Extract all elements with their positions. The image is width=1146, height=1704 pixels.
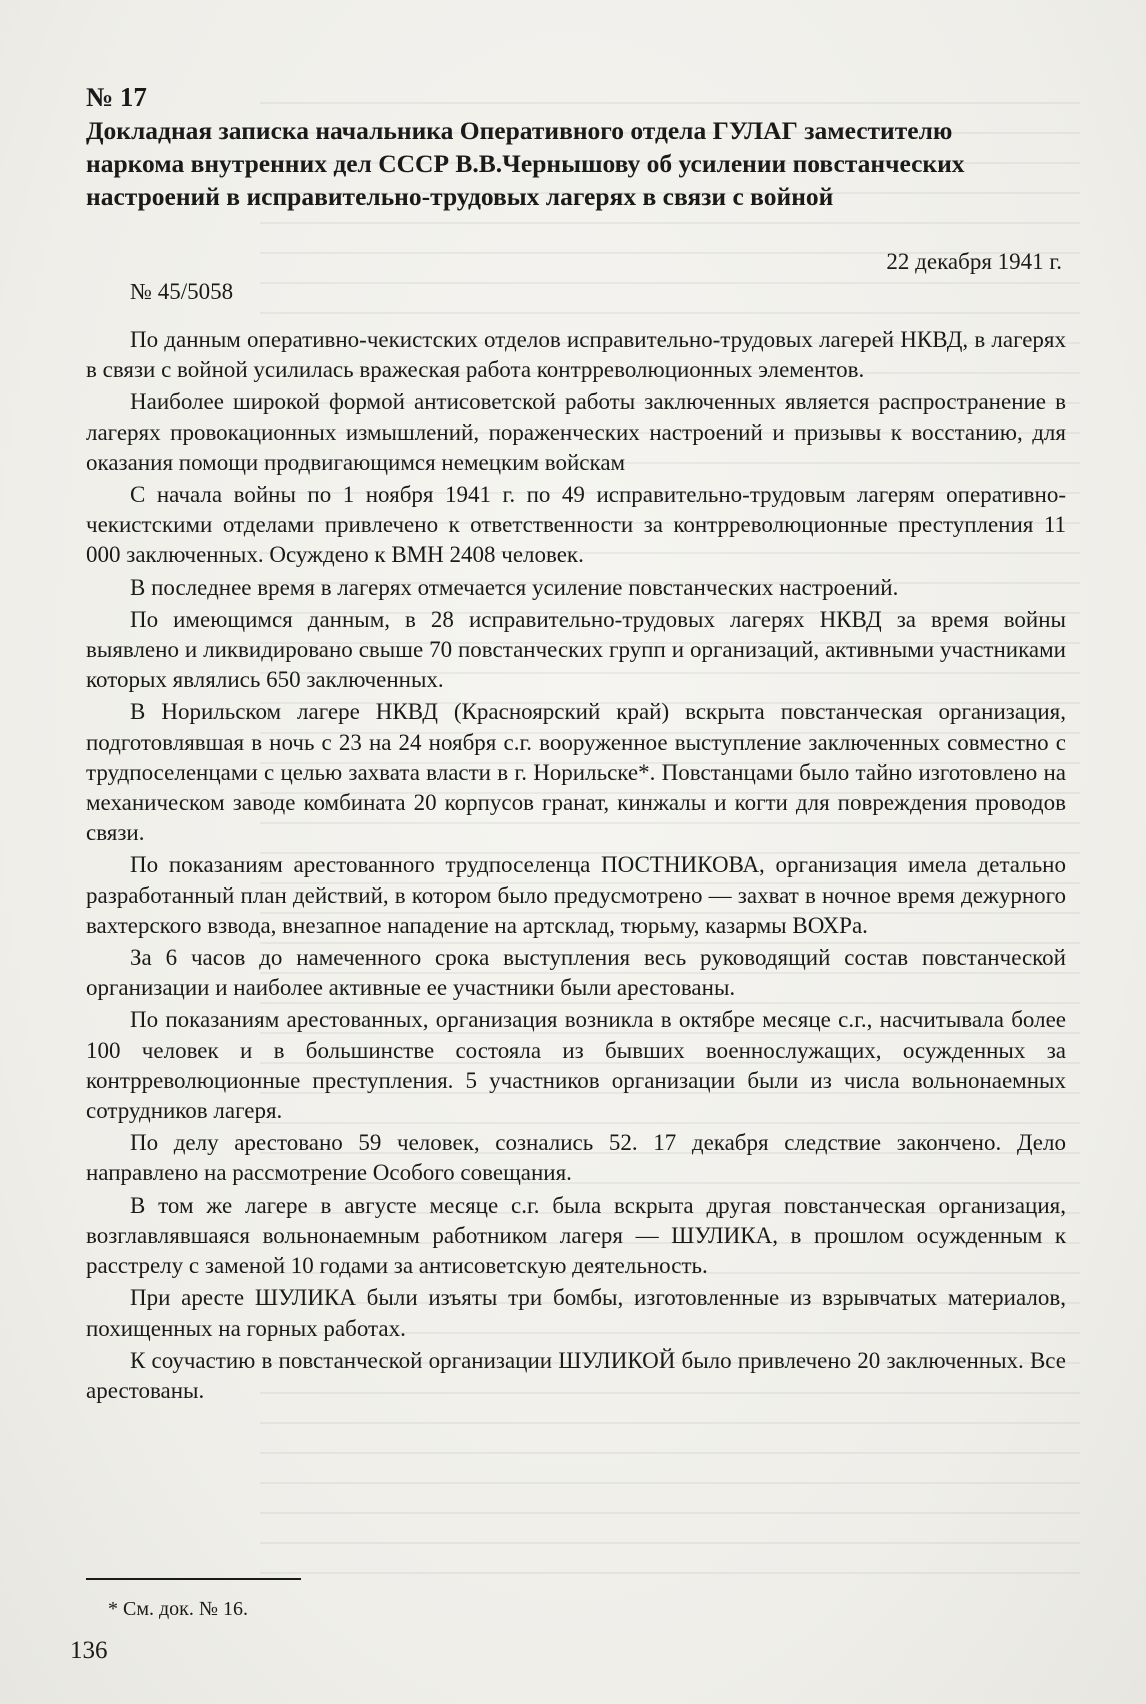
paragraph: По имеющимся данным, в 28 исправительно-трудовых лагерях НКВД за время войны выявлено и ликвидировано свыше 70 повстанческих групп и организаций, активными участниками которых являлись 650 заключенных. bbox=[86, 606, 1066, 693]
paragraph: К соучастию в повстанческой организации ШУЛИКОЙ было привлечено 20 заключенных. Все арестованы. bbox=[86, 1347, 1066, 1403]
footnote: * См. док. № 16. bbox=[108, 1598, 248, 1620]
registration-number: № 45/5058 bbox=[130, 279, 234, 304]
document-body bbox=[86, 80, 1066, 1408]
paragraph: По данным оперативно-чекистских отделов исправительно-трудовых лагерей НКВД, в лагерях в связи с войной усилилась вражеская работа контрреволюционных элементов. bbox=[86, 327, 1066, 383]
paragraph: При аресте ШУЛИКА были изъяты три бомбы, изготовленные из взрывчатых материалов, похищенных на горных работах. bbox=[86, 1285, 1066, 1341]
paragraph: В последнее время в лагерях отмечается усиление повстанческих настроений. bbox=[130, 574, 899, 600]
paragraph: По показаниям арестованных, организация возникла в октябре месяце с.г., насчитывала более 100 человек и в большинстве состояла из бывших военнослужащих, осужденных за контрреволюционные преступления. 5 участников организации были из числа вольнонаемных сотрудников лагеря. bbox=[86, 1007, 1066, 1124]
paragraph: По показаниям арестованного трудпоселенца ПОСТНИКОВА, организация имела детально разработанный план действий, в котором было предусмотрено — захват в ночное время дежурного вахтерского взвода, внезапное нападение на артсклад, тюрьму, казармы ВОХРа. bbox=[86, 852, 1066, 938]
footnote-divider bbox=[86, 1578, 301, 1580]
document-date: 22 декабря 1941 г. bbox=[886, 249, 1062, 274]
document-title: Докладная записка начальника Оперативного отдела ГУЛАГ заместителю наркома внутренних дел СССР В.В.Чернышову об усилении повстанческих настроений в исправительно-трудовых лагерях в связи с войной bbox=[86, 116, 965, 211]
paragraph: По делу арестовано 59 человек, сознались 52. 17 декабря следствие закончено. Дело направлено на рассмотрение Особого совещания. bbox=[86, 1130, 1066, 1186]
page-number: 136 bbox=[70, 1637, 108, 1664]
paragraph: С начала войны по 1 ноября 1941 г. по 49 исправительно-трудовым лагерям оперативно-чекистскими отделами привлечено к ответственности за контрреволюционные преступления 11 000 заключенных. Осуждено к ВМН 2408 человек. bbox=[86, 482, 1066, 568]
paragraph-list bbox=[86, 325, 1066, 1406]
document-number: № 17 bbox=[86, 82, 147, 112]
paragraph: В том же лагере в августе месяце с.г. была вскрыта другая повстанческая организация, возглавлявшаяся вольнонаемным работником лагеря — ШУЛИКА, в прошлом осужденным к расстрелу с заменой 10 годами за антисоветскую деятельность. bbox=[86, 1192, 1066, 1279]
paragraph: За 6 часов до намеченного срока выступления весь руководящий состав повстанческой организации и наиболее активные ее участники были арестованы. bbox=[86, 945, 1066, 1001]
paragraph: Наиболее широкой формой антисоветской работы заключенных является распространение в лагерях провокационных измышлений, пораженческих настроений и призывы к восстанию, для оказания помощи продвигающимся немецким войскам bbox=[86, 389, 1066, 475]
paragraph: В Норильском лагере НКВД (Красноярский край) вскрыта повстанческая организация, подготовлявшая в ночь с 23 на 24 ноября с.г. вооруженное выступление заключенных совместно с трудпоселенцами с целью захвата власти в г. Норильске*. Повстанцами было тайно изготовлено на механическом заводе комбината 20 корпусов гранат, кинжалы и когти для повреждения проводов связи. bbox=[86, 699, 1066, 846]
